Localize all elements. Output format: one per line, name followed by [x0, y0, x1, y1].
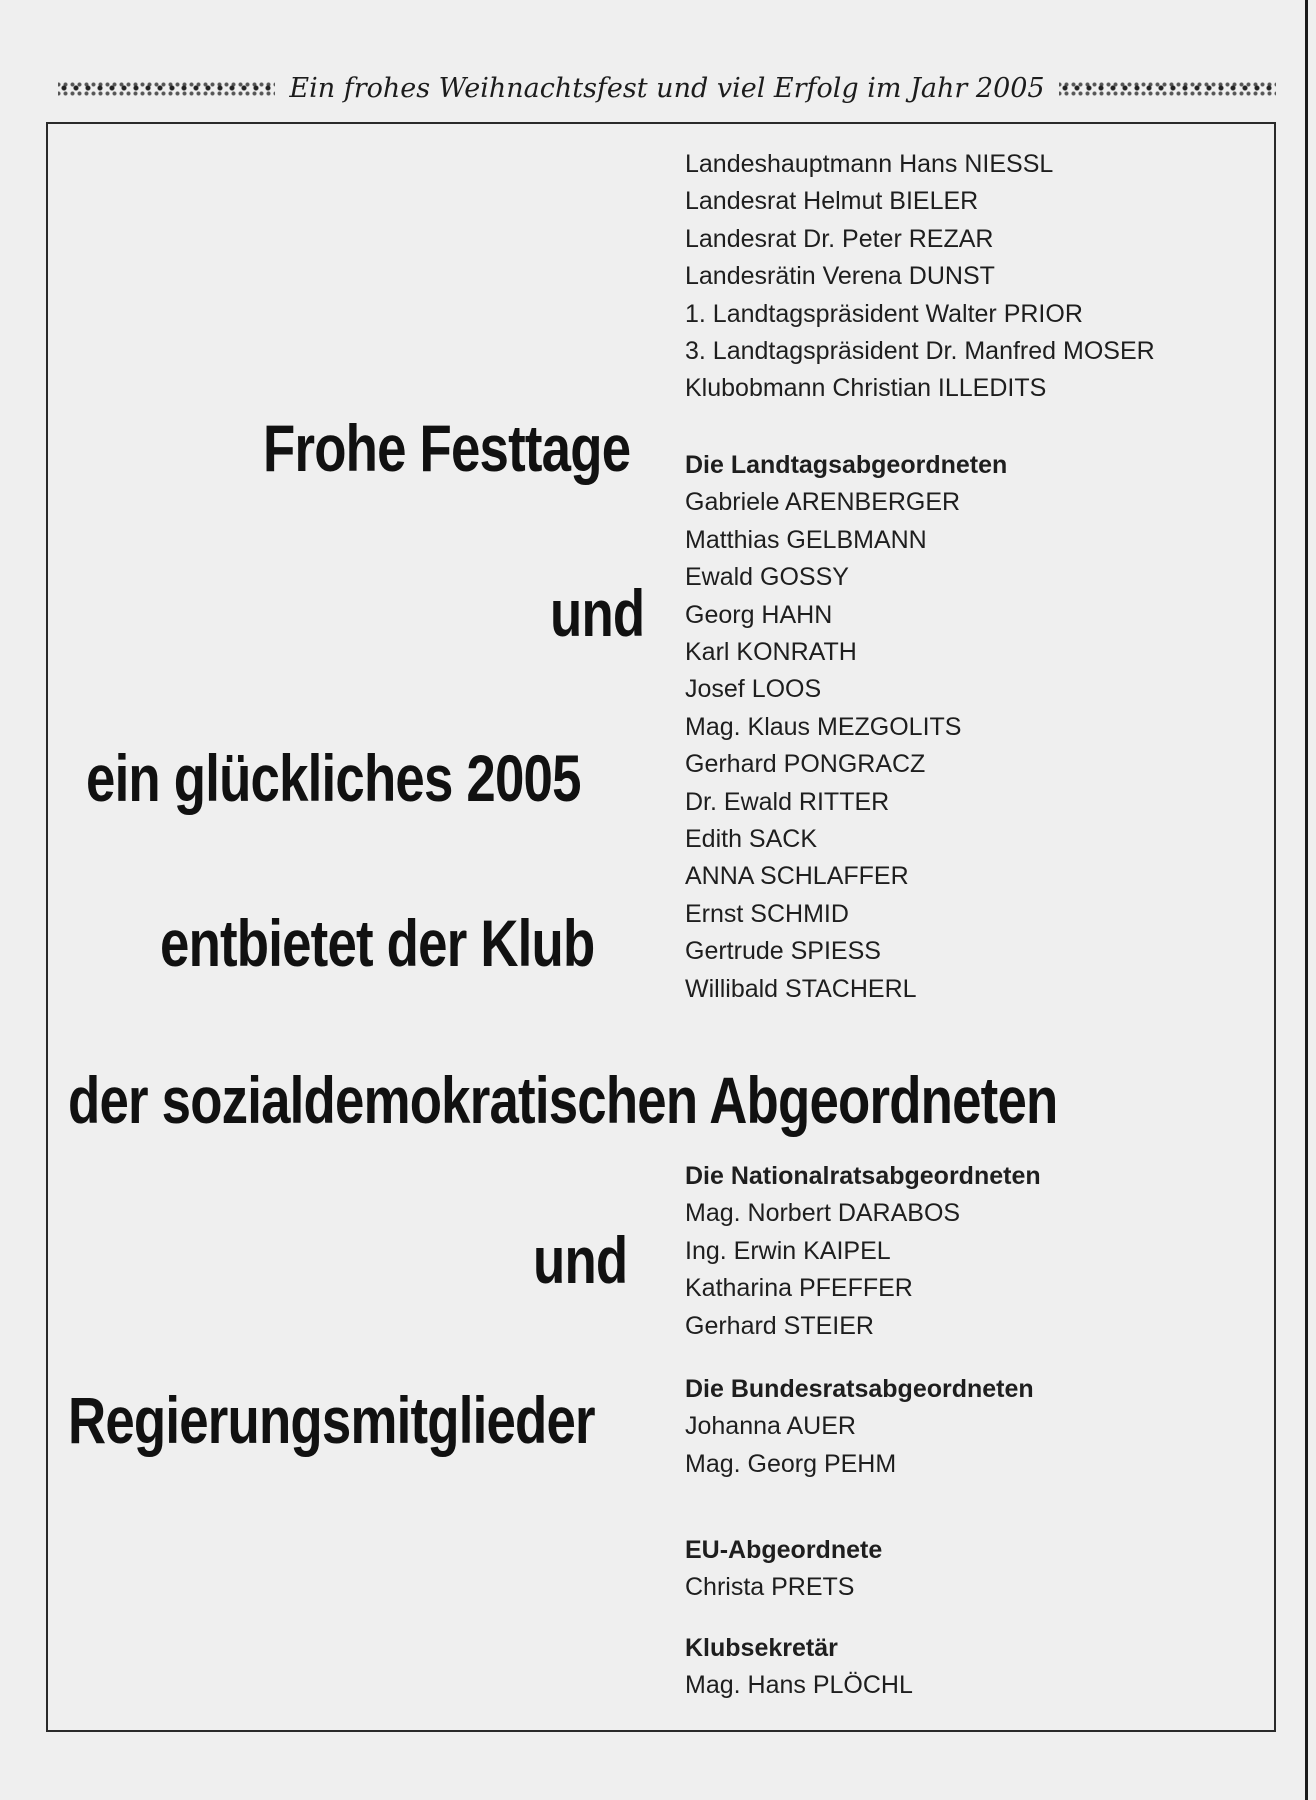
header-text: Ein frohes Weihnachtsfest und viel Erfolg im Jahr 2005: [289, 72, 1045, 104]
list-item: Mag. Klaus MEZGOLITS: [685, 712, 962, 741]
list-item: Landesrätin Verena DUNST: [685, 262, 995, 291]
list-item: Matthias GELBMANN: [685, 525, 927, 554]
list-item: ANNA SCHLAFFER: [685, 862, 909, 891]
list-item: Gertrude SPIESS: [685, 937, 881, 966]
list-item: Mag. Georg PEHM: [685, 1449, 897, 1478]
list-item: Mag. Norbert DARABOS: [685, 1199, 961, 1228]
list-item: Gabriele ARENBERGER: [685, 488, 961, 517]
list-item: Dr. Ewald RITTER: [685, 787, 890, 816]
headline-line-2: und: [550, 576, 645, 650]
list-item: Georg HAHN: [685, 600, 833, 629]
bundesrat-list: [685, 1371, 1034, 1483]
section-title: Die Nationalratsabgeordneten: [685, 1162, 1041, 1190]
list-item: 3. Landtagspräsident Dr. Manfred MOSER: [685, 337, 1155, 366]
list-item: Josef LOOS: [685, 675, 822, 704]
list-item: Klubobmann Christian ILLEDITS: [685, 374, 1047, 403]
list-item: Landesrat Helmut BIELER: [685, 187, 979, 216]
section-title: EU-Abgeordnete: [685, 1536, 883, 1564]
list-item: Ernst SCHMID: [685, 899, 849, 928]
section-title: Die Landtagsabgeordneten: [685, 451, 1008, 479]
list-item: Johanna AUER: [685, 1412, 856, 1441]
list-item: 1. Landtagspräsident Walter PRIOR: [685, 299, 1083, 328]
list-item: Edith SACK: [685, 825, 818, 854]
section-title: Die Bundesratsabgeordneten: [685, 1375, 1034, 1403]
eu-list: [685, 1532, 882, 1607]
headline-line-1: Frohe Festtage: [263, 411, 631, 485]
ornament-right-icon: [1059, 80, 1276, 96]
headline-line-4: entbietet der Klub: [160, 906, 595, 980]
list-item: Christa PRETS: [685, 1573, 855, 1602]
list-item: Gerhard PONGRACZ: [685, 750, 926, 779]
landtag-list: [685, 447, 1007, 1008]
list-item: Mag. Hans PLÖCHL: [685, 1671, 913, 1700]
nationalrat-list: [685, 1158, 1041, 1345]
section-title: Klubsekretär: [685, 1634, 838, 1662]
list-item: Karl KONRATH: [685, 638, 857, 667]
list-item: Katharina PFEFFER: [685, 1274, 913, 1303]
page-edge: [1305, 0, 1308, 1800]
list-item: Ewald GOSSY: [685, 563, 849, 592]
government-list: [685, 146, 1155, 408]
list-item: Ing. Erwin KAIPEL: [685, 1236, 891, 1265]
ornament-left-icon: [58, 80, 275, 96]
list-item: Landeshauptmann Hans NIESSL: [685, 150, 1054, 178]
headline-line-6: und: [533, 1223, 628, 1297]
header-banner: [52, 66, 1282, 110]
list-item: Landesrat Dr. Peter REZAR: [685, 224, 994, 253]
headline-line-3: ein glückliches 2005: [86, 741, 581, 815]
list-item: Willibald STACHERL: [685, 974, 917, 1003]
list-item: Gerhard STEIER: [685, 1311, 874, 1340]
secretary-list: [685, 1630, 913, 1705]
headline-line-7: Regierungsmitglieder: [68, 1383, 595, 1457]
headline-line-5: der sozialdemokratischen Abgeordneten: [68, 1063, 1058, 1137]
